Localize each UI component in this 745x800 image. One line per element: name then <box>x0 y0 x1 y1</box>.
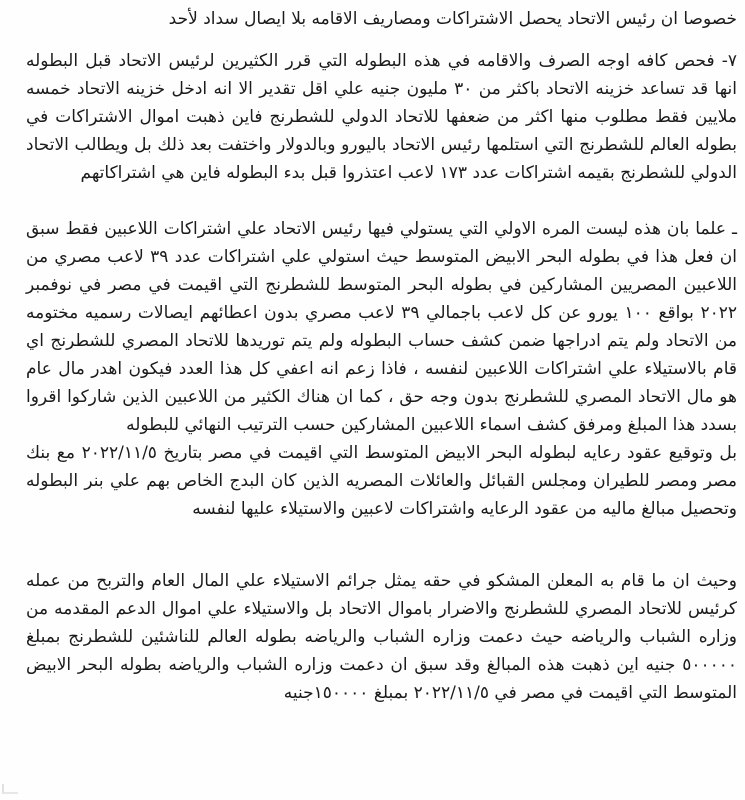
paragraph-accusations: وحيث ان ما قام به المعلن المشكو في حقه يمثل جرائم الاستيلاء علي المال العام والتربح من عمله كرئيس للاتحاد المصري للشطرنج والاضرار باموال الاتحاد بل والاستيلاء علي اموال الدعم المقدمه من وزاره الشباب والرياضه حيث دعمت وزاره الشباب والرياضه بطوله العالم للناشئين للشطرنج بمبلغ ٥٠٠٠٠٠ جنيه اين ذهبت هذه المبالغ وقد سبق ان دعمت وزاره الشباب والرياضه بطوله البحر الابيض المتوسط التي اقيمت في مصر في ٢٠٢٢/١١/٥ بمبلغ ١٥٠٠٠٠جنيه <box>26 571 737 703</box>
scan-artifact <box>2 784 18 794</box>
paragraph-sponsorship-contracts: بل وتوقيع عقود رعايه لبطوله البحر الابيض المتوسط التي اقيمت في مصر بتاريخ ٢٠٢٢/١١/٥ مع بنك مصر ومصر للطيران ومجلس القبائل والعائلات المصريه الذين كان البدج الخاص بهم علي بنر البطوله وتحصيل مبالغ ماليه من عقود الرعايه واشتراكات لاعبين والاستيلاء عليها لنفسه <box>26 443 737 519</box>
paragraph-mediterranean-note: ـ علما بان هذه ليست المره الاولي التي يستولي فيها رئيس الاتحاد علي اشتراكات اللاعبين فقط سبق ان فعل هذا في بطوله البحر الابيض المتوسط حيث استولي علي اشتراكات عدد ٣٩ لاعب مصري من اللاعبين المصريين المشاركين في بطوله البحر المتوسط للشطرنج التي اقيمت في مصر في نوفمبر ٢٠٢٢ بواقع ١٠٠ يورو عن كل لاعب باجمالي ٣٩ لاعب مصري بدون اعطائهم ايصالات رسميه مختومه من الاتحاد ولم يتم ادراجها ضمن كشف حساب البطوله ولم يتم توريدها للاتحاد المصري للشطرنج اي قام بالاستيلاء علي اشتراكات اللاعبين لنفسه ، فاذا زعم انه اعفي كل هذا العدد فيكون اهدر مال عام هو مال الاتحاد المصري للشطرنج بدون وجه حق ، كما ان هناك الكثير من اللاعبين الذين شاركوا اقروا بسدد هذا المبلغ ومرفق كشف اسماء اللاعبين المشاركين حسب الترتيب النهائي للبطوله <box>26 219 738 435</box>
paragraph-point-seven: ٧- فحص كافه اوجه الصرف والاقامه في هذه البطوله التي قرر الكثيرين لرئيس الاتحاد قبل البطوله انها قد تساعد خزينه الاتحاد باكثر من ٣٠ مليون جنيه علي اقل تقدير الا انه ادخل خزينه الاتحاد خمسه ملايين فقط مطلوب منها اكثر من ضعفها للاتحاد الدولي للشطرنج فاين ذهبت اموال الاشتراكات في بطوله العالم للشطرنج التي استلمها رئيس الاتحاد باليورو وبالدولار واختفت بعد ذلك بل ويطالب الاتحاد الدولي للشطرنج بقيمه اشتراكات عدد ١٧٣ لاعب اعتذروا قبل بدء البطوله فاين هي اشتراكاتهم <box>26 51 737 183</box>
paragraph-intro-tail: خصوصا ان رئيس الاتحاد يحصل الاشتراكات ومصاريف الاقامه بلا ايصال سداد لأحد <box>168 9 737 29</box>
